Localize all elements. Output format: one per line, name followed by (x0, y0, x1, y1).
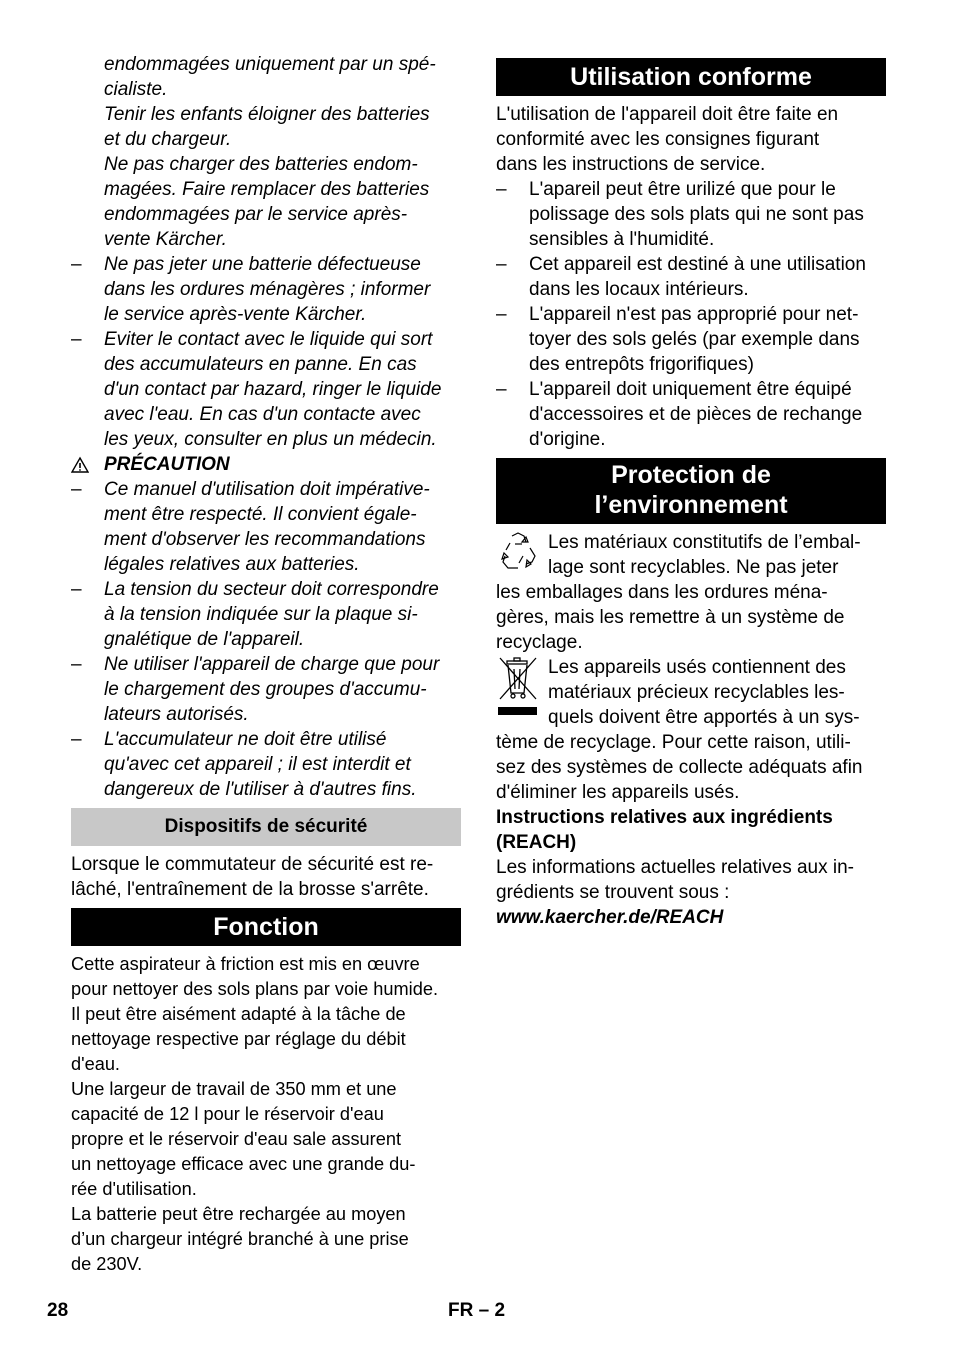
text-line: dans les instructions de service. (496, 154, 766, 175)
heading-line: Protection de (611, 461, 771, 489)
text-line: sensibles à l'humidité. (529, 229, 715, 250)
text-line: Ne pas charger des batteries endom- (104, 154, 418, 175)
protection-heading (496, 458, 886, 524)
text-line: Ne pas jeter une batterie défectueuse (104, 254, 421, 275)
text-line: des entrepôts frigorifiques) (529, 354, 754, 375)
text-line: recyclage. (496, 632, 583, 653)
text-line: Cette aspirateur à friction est mis en œuvre (71, 954, 420, 974)
utilisation-heading: Utilisation conforme (496, 58, 886, 96)
reach-paragraph (496, 855, 886, 905)
utilisation-paragraph (496, 102, 886, 177)
text-line: d'éliminer les appareils usés. (496, 782, 740, 803)
text-line: L'utilisation de l'appareil doit être faite en (496, 104, 839, 125)
list-item (71, 252, 461, 327)
dash-marker: – (71, 729, 82, 750)
text-line: Ce manuel d'utilisation doit impérative- (104, 479, 430, 500)
text-line: sez des systèmes de collecte adéquats afin (496, 757, 863, 778)
text-line: de 230V. (71, 1254, 143, 1274)
text-line: nettoyage respective par réglage du débit (71, 1029, 406, 1049)
security-paragraph (71, 852, 461, 902)
dash-marker: – (71, 654, 82, 675)
dash-marker: – (71, 479, 82, 500)
text-line: avec l'eau. En cas d'un contacte avec (104, 404, 421, 425)
reach-heading (496, 805, 886, 855)
heading-line: l’environnement (594, 491, 788, 519)
text-line: quels doivent être apportés à un sys- (548, 707, 860, 728)
text-line: Instructions relatives aux ingrédients (496, 807, 833, 828)
text-line: d'eau. (71, 1054, 120, 1074)
dash-marker: – (71, 254, 82, 275)
text-line: vente Kärcher. (104, 229, 227, 250)
list-item (496, 377, 886, 452)
text-line: magées. Faire remplacer des batteries (104, 179, 430, 200)
text-line: ment d'observer les recommandations (104, 529, 426, 550)
text-line: propre et le réservoir d'eau sale assurent (71, 1129, 402, 1149)
intro-paragraph (71, 52, 461, 252)
text-line: lâché, l'entraînement de la brosse s'arrête. (71, 879, 429, 900)
text-line: dans les locaux intérieurs. (529, 279, 749, 300)
weee-paragraph (496, 655, 886, 730)
text-line: dangereux de l'utiliser à d'autres fins. (104, 779, 417, 800)
text-line: cialiste. (104, 79, 168, 100)
text-line: conformité avec les consignes figurant (496, 129, 820, 150)
text-line: ment être respecté. Il convient égale- (104, 504, 417, 525)
text-line: le service après-vente Kärcher. (104, 304, 367, 325)
text-line: L'apareil peut être urilizé que pour le (529, 179, 836, 200)
list-item (496, 302, 886, 377)
text-line: Tenir les enfants éloigner des batteries (104, 104, 430, 125)
text-line: les emballages dans les ordures ména- (496, 582, 828, 603)
text-line: et du chargeur. (104, 129, 232, 150)
page-number: 28 (47, 1300, 69, 1321)
list-item (71, 577, 461, 652)
reach-link[interactable]: www.kaercher.de/REACH (496, 907, 724, 928)
text-line: Une largeur de travail de 350 mm et une (71, 1079, 397, 1099)
text-line: lateurs autorisés. (104, 704, 249, 725)
text-line: L'appareil n'est pas approprié pour net- (529, 304, 859, 325)
crossed-bin-icon (496, 655, 540, 728)
text-line: légales relatives aux batteries. (104, 554, 360, 575)
dash-marker: – (496, 379, 507, 400)
text-line: toyer des sols gelés (par exemple dans (529, 329, 860, 350)
text-line: Cet appareil est destiné à une utilisation (529, 254, 866, 275)
list-item (71, 652, 461, 727)
text-line: grédients se trouvent sous : (496, 882, 730, 903)
caution-label: PRÉCAUTION (104, 454, 230, 475)
recycling-icon (496, 530, 540, 583)
text-line: d’un chargeur intégré branché à une prise (71, 1229, 409, 1249)
right-column (496, 52, 886, 930)
text-line: qu'avec cet appareil ; il est interdit et (104, 754, 411, 775)
recycling-paragraph (496, 530, 886, 580)
text-line: matériaux précieux recyclables les- (548, 682, 845, 703)
dash-marker: – (71, 579, 82, 600)
text-line: capacité de 12 l pour le réservoir d'eau (71, 1104, 384, 1124)
text-line: Eviter le contact avec le liquide qui sort (104, 329, 433, 350)
text-line: endommagées uniquement par un spé- (104, 54, 436, 75)
text-line: d'un contact par hazard, ringer le liquide (104, 379, 442, 400)
security-heading: Dispositifs de sécurité (71, 808, 461, 846)
text-line: lage sont recyclables. Ne pas jeter (548, 557, 839, 578)
text-line: Les informations actuelles relatives aux in- (496, 857, 855, 878)
text-line: (REACH) (496, 832, 577, 853)
text-line: un nettoyage efficace avec une grande du- (71, 1154, 416, 1174)
text-line: Ne utiliser l'appareil de charge que pour (104, 654, 440, 675)
dash-marker: – (496, 254, 507, 275)
text-line: endommagées par le service après- (104, 204, 408, 225)
text-line: des accumulateurs en panne. En cas (104, 354, 417, 375)
dash-marker: – (496, 179, 507, 200)
text-line: La tension du secteur doit correspondre (104, 579, 439, 600)
list-item (71, 327, 461, 452)
text-line: à la tension indiquée sur la plaque si- (104, 604, 418, 625)
text-line: les yeux, consulter en plus un médecin. (104, 429, 437, 450)
caution-heading (71, 452, 461, 477)
text-line: tème de recyclage. Pour cette raison, utili- (496, 732, 851, 753)
list-item (71, 727, 461, 802)
text-line: dans les ordures ménagères ; informer (104, 279, 431, 300)
fonction-heading: Fonction (71, 908, 461, 946)
dash-marker: – (71, 329, 82, 350)
fonction-paragraph (71, 952, 461, 1277)
text-line: Les appareils usés contiennent des (548, 657, 846, 678)
text-line: L'appareil doit uniquement être équipé (529, 379, 852, 400)
weee-paragraph-cont (496, 730, 886, 805)
dash-marker: – (496, 304, 507, 325)
list-item (496, 177, 886, 252)
text-line: gnalétique de l'appareil. (104, 629, 305, 650)
text-line: gères, mais les remettre à un système de (496, 607, 845, 628)
text-line: Il peut être aisément adapté à la tâche de (71, 1004, 406, 1024)
list-item (71, 477, 461, 577)
left-column (71, 52, 461, 1277)
text-line: d'origine. (529, 429, 606, 450)
text-line: le chargement des groupes d'accumu- (104, 679, 427, 700)
list-item (496, 252, 886, 302)
text-line: L'accumulateur ne doit être utilisé (104, 729, 387, 750)
text-line: Lorsque le commutateur de sécurité est re- (71, 854, 434, 875)
section-page-label: FR – 2 (448, 1300, 506, 1321)
text-line: polissage des sols plats qui ne sont pas (529, 204, 864, 225)
text-line: Les matériaux constitutifs de l’embal- (548, 532, 861, 553)
text-line: pour nettoyer des sols plans par voie humide. (71, 979, 438, 999)
recycling-paragraph-cont (496, 580, 886, 655)
text-line: La batterie peut être rechargée au moyen (71, 1204, 406, 1224)
text-line: rée d'utilisation. (71, 1179, 197, 1199)
text-line: d'accessoires et de pièces de rechange (529, 404, 863, 425)
